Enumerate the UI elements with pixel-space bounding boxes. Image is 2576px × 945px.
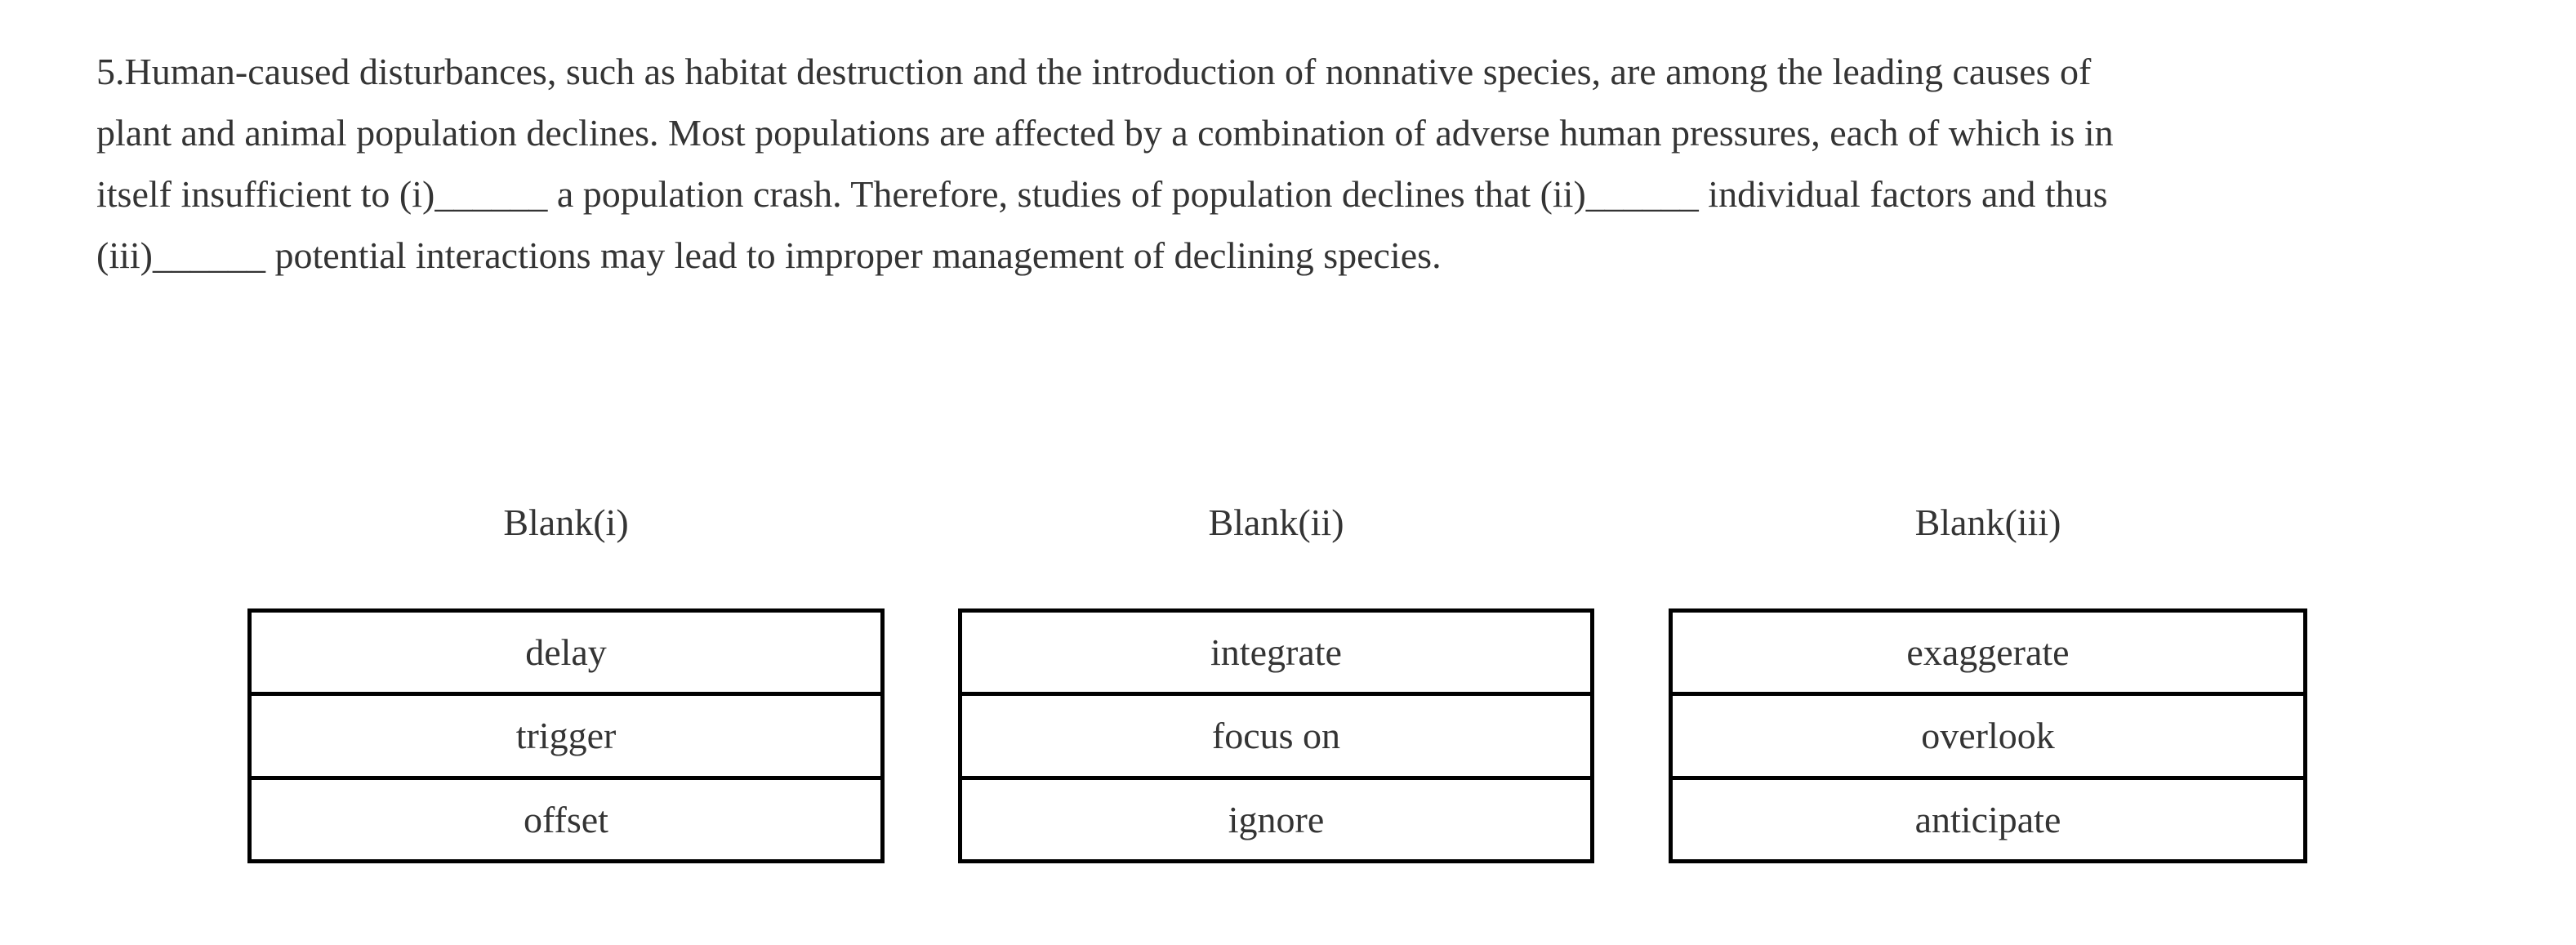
question-text-line-2: plant and animal population declines. Most populations are affected by a combination of adverse human pressures, each of which is in — [96, 112, 2114, 154]
option-blank-ii-ignore[interactable]: ignore — [962, 776, 1590, 859]
option-blank-ii-focus-on[interactable]: focus on — [962, 692, 1590, 775]
question-text-line-4: (iii)______ potential interactions may lead to improper management of declining species. — [96, 234, 1442, 276]
option-blank-i-trigger[interactable]: trigger — [252, 692, 880, 775]
option-blank-i-offset[interactable]: offset — [252, 776, 880, 859]
options-table-blank-i — [247, 608, 885, 863]
question-text — [96, 41, 2465, 286]
option-blank-ii-integrate[interactable]: integrate — [1210, 631, 1342, 674]
option-blank-i-delay[interactable]: delay — [525, 631, 607, 674]
option-blank-iii-exaggerate[interactable]: exaggerate — [1906, 631, 2070, 674]
option-blank-iii-anticipate[interactable]: anticipate — [1673, 776, 2303, 859]
blank-iii-header: Blank(iii) — [1914, 501, 2061, 543]
option-blank-iii-overlook[interactable]: overlook — [1673, 692, 2303, 775]
question-text-line-1: 5.Human-caused disturbances, such as habitat destruction and the introduction of nonnative species, are among the leading causes of — [96, 51, 2092, 92]
options-table-blank-iii — [1669, 608, 2307, 863]
blank-i-header: Blank(i) — [503, 501, 629, 543]
blank-ii-header: Blank(ii) — [1208, 501, 1344, 543]
options-table-blank-ii — [958, 608, 1594, 863]
question-text-line-3: itself insufficient to (i)______ a population crash. Therefore, studies of population declines that (ii)______ individual factors and thus — [96, 173, 2108, 215]
